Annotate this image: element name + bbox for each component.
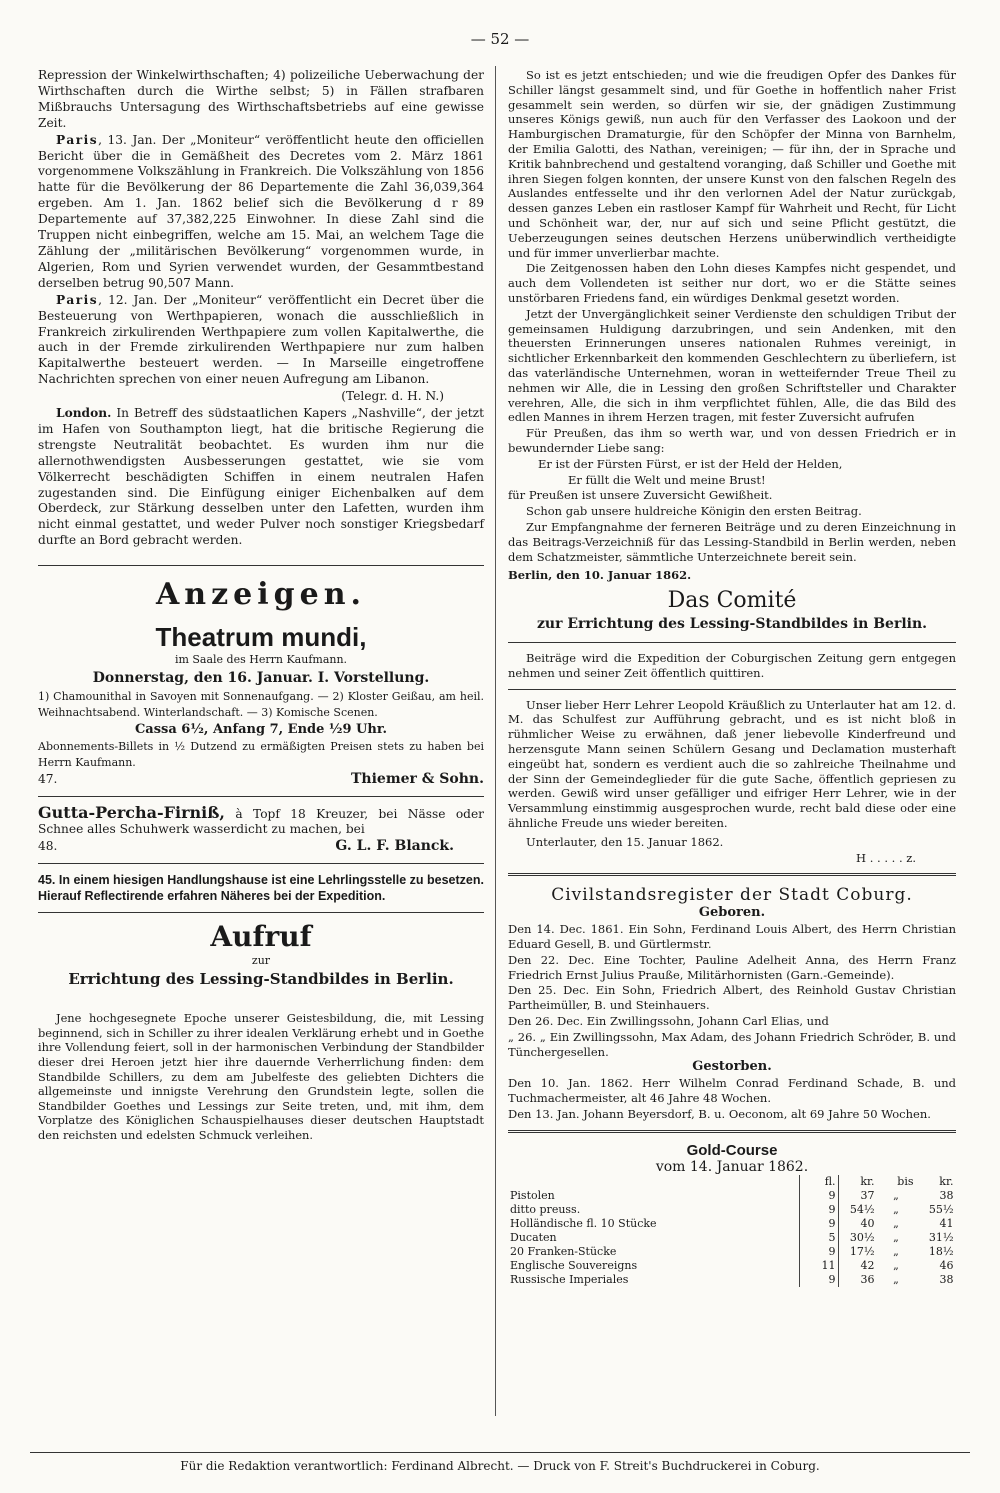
gutta-text: à Topf 18 Kreuzer, bei Nässe oder Schnee alles Schuhwerk wasserdicht zu machen, bei bbox=[38, 806, 484, 837]
aufruf-subheading: Errichtung des Lessing-Standbildes in Berlin. bbox=[68, 970, 454, 989]
gold-value-cell: 40 bbox=[838, 1217, 877, 1231]
gold-row bbox=[508, 1217, 956, 1231]
gold-value-cell: 9 bbox=[799, 1203, 838, 1217]
aufruf-heading: Aufruf bbox=[210, 920, 312, 954]
gold-value-cell: 9 bbox=[799, 1217, 838, 1231]
verse-line: Er füllt die Welt und meine Brust! bbox=[568, 472, 766, 487]
apprentice-notice: 45. In einem hiesigen Handlungshause ist eine Lehrlingsstelle zu besetzen. Hierauf Reflectirende erfahren Näheres bei der Expedition. bbox=[38, 873, 484, 904]
section-rule bbox=[508, 689, 956, 690]
gold-value-cell: 55½ bbox=[928, 1203, 954, 1217]
gold-value-cell: 9 bbox=[799, 1189, 838, 1203]
gold-coin-name: Pistolen bbox=[510, 1189, 555, 1203]
gold-value-cell: 9 bbox=[799, 1273, 838, 1287]
section-rule bbox=[38, 565, 484, 566]
theatrum-place: im Saale des Herrn Kaufmann. bbox=[174, 653, 348, 667]
gold-value-cell: „ bbox=[893, 1259, 899, 1273]
article-source: (Telegr. d. H. N.) bbox=[341, 389, 444, 404]
aufruf-continued: So ist es jetzt entschieden; und wie die freudigen Opfer des Dankes für Schiller längst gesammelt sind, und für Goethe in hoffentlich naher Frist gesammelt sein werden, so dürfen wir sie, der gnädigen Zustimmung unseres Königs gewiß, nun auch für den Verfasser des Laokoon und der Hamburgischen Dramaturgie, für den Schöpfer der Minna von Barnhelm, der Emilia Galotti, des Nathan, vereinigen; — für ihn, der in Sprache und Kritik bahnbrechend und gestaltend voranging, daß Schiller und Goethe mit ihren Siegen folgen konnten, der unsere Kunst von den falschen Regeln des Auslandes entfesselte und ihr den verlornen Adel der Natur zurückgab, dessen ganzes Leben ein rastloser Kampf für Wahrheit und Recht, für Licht und Schönheit war, der, nur auf sich und seine Pflicht gestützt, die Ueberzeugungen seines deutschen Herzens unüberwindlich vertheidigte und für immer unverlierbar machte. bbox=[508, 68, 956, 260]
right-column bbox=[508, 68, 956, 1287]
register-entry: Den 22. Dec. Eine Tochter, Pauline Adelheit Anna, des Herrn Franz Friedrich Ernst Julius Prauße, Militärhornisten (Garn.-Gemeinde). bbox=[508, 952, 956, 982]
aufruf-date: Berlin, den 10. Januar 1862. bbox=[508, 568, 692, 583]
column-divider bbox=[495, 66, 496, 1416]
dateline: Paris bbox=[56, 132, 99, 147]
page-number: — 52 — bbox=[470, 30, 530, 48]
gutta-heading: Gutta-Percha-Firniß, bbox=[38, 802, 225, 822]
lehrer-signature: H . . . . . z. bbox=[856, 850, 916, 865]
gold-row bbox=[508, 1189, 956, 1203]
beitraege-notice: Beiträge wird die Expedition der Coburgischen Zeitung gern entgegen nehmen und seiner Zeit öffentlich quittiren. bbox=[508, 651, 956, 680]
births-heading: Geboren. bbox=[698, 905, 766, 921]
gold-value-cell: 38 bbox=[939, 1189, 954, 1203]
civil-register-title: Civilstandsregister der Stadt Coburg. bbox=[551, 885, 913, 906]
lehrer-article: Unser lieber Herr Lehrer Leopold Kräußlich zu Unterlauter hat am 12. d. M. das Schulfest zur Aufführung gebracht, und es ist nicht bloß in rühmlicher Weise zu erwähnen, daß jener liebevolle Kinderfreund und herzensgute Mann seinen Schülern Gesang und Declamation musterhaft eingeübt hat, sondern es verdient auch die so zahlreiche Theilnahme und der Sinn der Gemeindeglieder für die gute Sache, öffentlich gepriesen zu werden. Gewiß wird unser gefälliger und eifriger Herr Lehrer, wie in der Versammlung einstimmig ausgesprochen wurde, recht bald diese oder eine ähnliche Freude uns wieder bereiten. bbox=[508, 697, 956, 831]
register-entry: Den 26. Dec. Ein Zwillingssohn, Johann Carl Elias, und bbox=[508, 1014, 829, 1029]
gold-coin-name: Ducaten bbox=[510, 1231, 557, 1245]
comite-heading: Das Comité bbox=[667, 588, 797, 614]
gold-value-cell: 37 bbox=[838, 1189, 877, 1203]
section-rule bbox=[508, 642, 956, 643]
gold-course-table bbox=[508, 1175, 956, 1287]
theatrum-cassa: Cassa 6½, Anfang 7, Ende ½9 Uhr. bbox=[134, 721, 388, 737]
page-footer: Für die Redaktion verantwortlich: Ferdinand Albrecht. — Druck von F. Streit's Buchdruckerei in Coburg. bbox=[30, 1452, 970, 1473]
gold-header-cell: fl. bbox=[799, 1175, 838, 1189]
gold-header-cell: kr. bbox=[838, 1175, 877, 1189]
gold-value-cell: 42 bbox=[838, 1259, 877, 1273]
article-text: , 13. Jan. Der „Moniteur“ veröffentlicht heute den officiellen Bericht über die in Gemäßheit des Decretes vom 2. März 1861 vorgenommene Volkszählung in Frankreich. Die Volkszählung von 1856 hatte für die Bevölkerung der 86 Departemente die Zahl 36,039,364 ergeben. Am 1. Jan. 1862 belief sich die Bevölkerung d r 89 Departemente auf 37,382,225 Einwohner. In diese Zahl sind die Truppen nicht einbegriffen, welche am 15. Mai, an welchem Tage die Zählung der „militärischen Bevölkerung“ vorgenommen wurde, in Algerien, Rom und Syrien verwendet wurden, der Gesammtbestand derselben betrug 90,507 Mann. bbox=[38, 132, 484, 290]
gold-row bbox=[508, 1273, 956, 1287]
gold-value-cell: 54½ bbox=[838, 1203, 877, 1217]
gold-value-cell: 18½ bbox=[928, 1245, 954, 1259]
gold-value-cell: 36 bbox=[838, 1273, 877, 1287]
aufruf-continued: Die Zeitgenossen haben den Lohn dieses Kampfes nicht gespendet, und auch dem Vollendeten ist seither nur dort, wo er die Stätte seines unstörbaren Friedens fand, ein würdiges Denkmal gesetzt worden. bbox=[508, 261, 956, 305]
register-entry: Den 25. Dec. Ein Sohn, Friedrich Albert, des Reinhold Gustav Christian Partheimüller, B. und Steinhauers. bbox=[508, 983, 956, 1013]
aufruf-continued: Für Preußen, das ihm so werth war, und von dessen Friedrich er in bewundernder Liebe sang: bbox=[508, 426, 956, 455]
gold-value-cell: „ bbox=[893, 1189, 899, 1203]
gutta-signature-row bbox=[38, 839, 484, 855]
ad-rule bbox=[38, 912, 484, 913]
gold-value-cell: 11 bbox=[799, 1259, 838, 1273]
ad-number: 47. bbox=[38, 771, 58, 786]
gold-value-cell: 31½ bbox=[928, 1231, 954, 1245]
theatrum-signature-row bbox=[38, 772, 484, 788]
left-column bbox=[38, 68, 484, 1144]
gold-value-cell: 30½ bbox=[838, 1231, 877, 1245]
register-entry: „ 26. „ Ein Zwillingssohn, Max Adam, des Johann Friedrich Schröder, B. und Tünchergesellen. bbox=[508, 1029, 956, 1059]
section-rule bbox=[508, 1130, 956, 1133]
gold-value-cell: 17½ bbox=[838, 1245, 877, 1259]
verse-line: Er ist der Fürsten Fürst, er ist der Held der Helden, bbox=[538, 456, 843, 471]
article-paragraph: Repression der Winkelwirthschaften; 4) polizeiliche Ueberwachung der Wirthschaften durch die Wirthe selbst; 5) in Fällen strafbaren Mißbrauchs Untersagung des Wirthschaftsbetriebs auf eine gewisse Zeit. bbox=[38, 68, 484, 130]
aufruf-text: Jene hochgesegnete Epoche unserer Geistesbildung, die, mit Lessing beginnend, sich in Schiller zu ihrer idealen Verklärung erhebt und in Goethe ihre Vollendung feiert, soll in der harmonischen Verbindung der Standbilder dieser drei Heroen jetzt hier ihre dauernde Verherrlichung finden: dem Standbilde Schillers, zu dem am Jubelfeste des geliebten Dichters die allgemeinste und innigste Verehrung den Grundstein legte, sollen die Standbilder Goethes und Lessings zur Seite treten, und, mit ihm, dem Vorplatze des Königlichen Schauspielhauses dieser deutschen Hauptstadt den reichsten und edelsten Schmuck verleihen. bbox=[38, 1011, 484, 1142]
deaths-heading: Gestorben. bbox=[692, 1059, 772, 1075]
gold-coin-name: Englische Souvereigns bbox=[510, 1259, 638, 1273]
dateline: London. bbox=[56, 406, 112, 421]
comite-subheading: zur Errichtung des Lessing-Standbildes in Berlin. bbox=[536, 616, 928, 633]
article-london bbox=[38, 406, 484, 549]
ad-number: 48. bbox=[38, 839, 58, 854]
gold-value-cell: 5 bbox=[799, 1231, 838, 1245]
gold-header-row bbox=[508, 1175, 956, 1189]
article-text: , 12. Jan. Der „Moniteur“ veröffentlicht ein Decret über die Besteuerung von Werthpapieren, wonach die ausschließlich in Frankreich zirkulirenden Werthpapiere zum vollen Kapitalwerthe, die auch in der Fremde zirkulirenden Werthpapiere nur zum halben Kapitalwerthe besteuert werden. — In Marseille eingetroffene Nachrichten sprechen von einer neuen Aufregung am Libanon. bbox=[38, 292, 484, 387]
theatrum-signature: Thiemer & Sohn. bbox=[351, 770, 484, 787]
gold-course-date: vom 14. Januar 1862. bbox=[655, 1158, 809, 1175]
theatrum-date: Donnerstag, den 16. Januar. I. Vorstellung. bbox=[92, 670, 430, 687]
gold-coin-name: ditto preuss. bbox=[510, 1203, 581, 1217]
aufruf-zur: zur bbox=[251, 954, 271, 968]
deaths-list bbox=[508, 1076, 956, 1121]
gold-value-cell: 9 bbox=[799, 1245, 838, 1259]
gold-row bbox=[508, 1231, 956, 1245]
gold-value-cell: 41 bbox=[939, 1217, 954, 1231]
register-entry: Den 13. Jan. Johann Beyersdorf, B. u. Oeconom, alt 69 Jahre 50 Wochen. bbox=[508, 1106, 931, 1121]
gold-row bbox=[508, 1245, 956, 1259]
gold-header-cell: kr. bbox=[939, 1175, 954, 1189]
gold-header-cell: bis bbox=[897, 1175, 914, 1189]
gold-value-cell: „ bbox=[893, 1231, 899, 1245]
gold-row bbox=[508, 1203, 956, 1217]
dateline: Paris bbox=[56, 292, 99, 307]
aufruf-continued: für Preußen ist unsere Zuversicht Gewißheit. bbox=[508, 488, 773, 503]
register-entry: Den 14. Dec. 1861. Ein Sohn, Ferdinand Louis Albert, des Herrn Christian Eduard Gesell, B. und Gürtlermstr. bbox=[508, 922, 956, 952]
article-text: In Betreff des südstaatlichen Kapers „Nashville“, der jetzt im Hafen von Southampton liegt, hat die britische Regierung die strengste Neutralität beobachtet. Es wurden ihm nur die allernothwendigsten Ausbesserungen gestattet, wie sie vom Völkerrecht beschädigten Schiffen in einem neutralen Hafen zugestanden sind. Die Einfügung einiger Eichenbalken auf dem Oberdeck, zur Stärkung desselben unter den Lafetten, wurden ihm nicht einmal gestattet, und weder Pulver noch sonstiger Kriegsbedarf durfte an Bord gebracht werden. bbox=[38, 406, 484, 548]
gutta-signature: G. L. F. Blanck. bbox=[335, 838, 454, 855]
gold-course-title: Gold-Course bbox=[686, 1141, 778, 1159]
gold-value-cell: 38 bbox=[939, 1273, 954, 1287]
gold-value-cell: „ bbox=[893, 1245, 899, 1259]
gold-value-cell: „ bbox=[893, 1273, 899, 1287]
gold-coin-name: Holländische fl. 10 Stücke bbox=[510, 1217, 657, 1231]
aufruf-continued: Zur Empfangnahme der ferneren Beiträge und zu deren Einzeichnung in das Beitrags-Verzeichniß für das Lessing-Standbild in Berlin werden, neben dem Schatzmeister, sämmtliche Unterzeichnete bereit sein. bbox=[508, 519, 956, 564]
register-entry: Den 10. Jan. 1862. Herr Wilhelm Conrad Ferdinand Schade, B. und Tuchmachermeister, alt 46 Jahre 48 Wochen. bbox=[508, 1076, 956, 1106]
gold-value-cell: 46 bbox=[939, 1259, 954, 1273]
aufruf-continued: Schon gab unsere huldreiche Königin den ersten Beitrag. bbox=[526, 504, 862, 519]
aufruf-continued: Jetzt der Unvergänglichkeit seiner Verdienste den schuldigen Tribut der gemeinsamen Huldigung darzubringen, und sein Andenken, mit den theuersten Erinnerungen unseres nationalen Ruhmes vereinigt, in sichtlicher Erkennbarkeit den kommenden Geschlechtern zu überliefern, ist das vaterländische Unternehmen, woran in wetteifernder Treue Theil zu nehmen wir Alle, die in Lessing den großen Schriftsteller und Charakter verehren, Alle, die sich in ihm verpflichtet fühlen, Alle, die das Bild des edlen Mannes in ihrem Herzen tragen, mit fester Zuversicht aufrufen bbox=[508, 306, 956, 425]
gold-value-cell: „ bbox=[893, 1217, 899, 1231]
theatrum-program: 1) Chamounithal in Savoyen mit Sonnenaufgang. — 2) Kloster Geißau, am heil. Weihnachtsabend. Winterlandschaft. — 3) Komische Scenen. bbox=[38, 690, 484, 719]
theatrum-title: Theatrum mundi, bbox=[155, 622, 367, 653]
gold-coin-name: Russische Imperiales bbox=[510, 1273, 629, 1287]
ad-rule bbox=[38, 796, 484, 797]
births-list bbox=[508, 922, 956, 1059]
article-paris-census bbox=[38, 133, 484, 292]
gutta-ad bbox=[38, 802, 484, 839]
gold-value-cell: „ bbox=[893, 1203, 899, 1217]
lehrer-place: Unterlauter, den 15. Januar 1862. bbox=[526, 834, 724, 849]
ad-rule bbox=[38, 863, 484, 864]
gold-coin-name: 20 Franken-Stücke bbox=[510, 1245, 617, 1259]
anzeigen-heading: Anzeigen. bbox=[156, 577, 366, 613]
section-rule bbox=[508, 873, 956, 876]
article-paris-tax bbox=[38, 293, 484, 388]
gold-row bbox=[508, 1259, 956, 1273]
theatrum-abonnement: Abonnements-Billets in ½ Dutzend zu ermäßigten Preisen stets zu haben bei Herrn Kaufmann. bbox=[38, 739, 484, 769]
